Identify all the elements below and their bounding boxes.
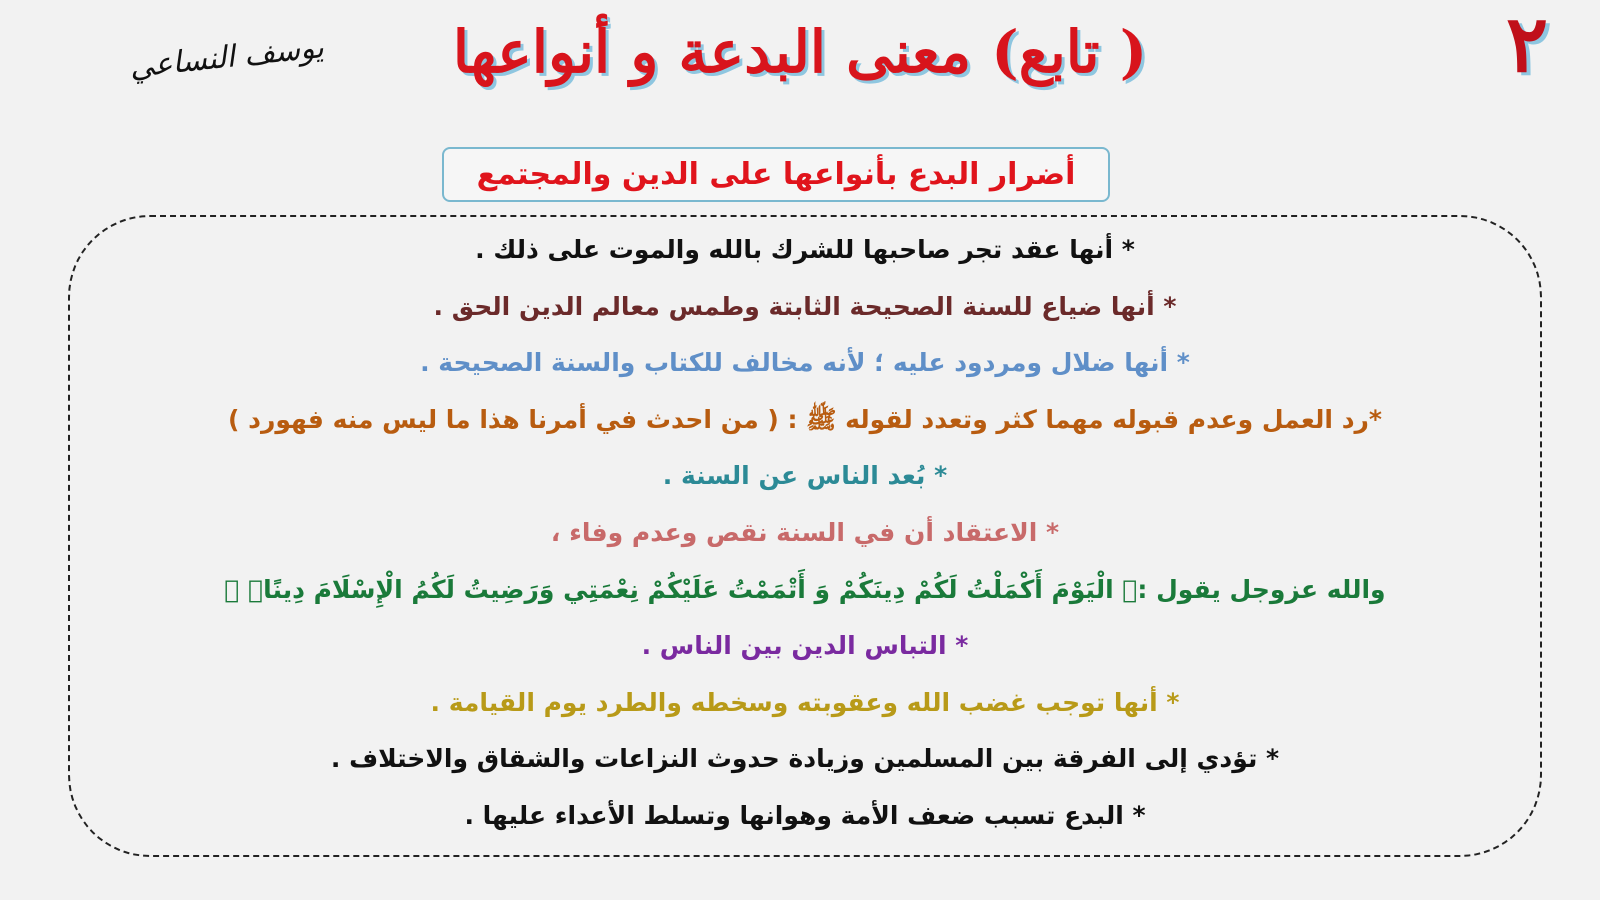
bullet-line: * التباس الدين بين الناس .	[641, 631, 969, 661]
bullet-line: * بُعد الناس عن السنة .	[662, 461, 948, 491]
bullet-line: * البدع تسبب ضعف الأمة وهوانها وتسلط الأعداء عليها .	[464, 800, 1146, 830]
slide-title: ( تابع) معنى البدعة و أنواعها	[452, 18, 1148, 86]
bullet-line: *رد العمل وعدم قبوله مهما كثر وتعدد لقوله ﷺ : ( من احدث في أمرنا هذا ما ليس منه فهورد )	[228, 404, 1382, 434]
bullet-line: * أنها توجب غضب الله وعقوبته وسخطه والطرد يوم القيامة .	[430, 687, 1180, 717]
bullet-list	[80, 222, 1530, 845]
bullet-line: * أنها ضلال ومردود عليه ؛ لأنه مخالف للكتاب والسنة الصحيحة .	[420, 348, 1190, 378]
section-heading-box	[442, 147, 1110, 202]
quran-verse-line: والله عزوجل يقول :﴿ الْيَوْمَ أَكْمَلْتُ لَكُمْ دِينَكُمْ وَ أَتْمَمْتُ عَلَيْكُمْ نِعْمَتِي وَرَضِيتُ لَكُمُ الْإِسْلَامَ دِينًاۚ ﴾	[224, 574, 1386, 604]
bullet-line: * الاعتقاد أن في السنة نقص وعدم وفاء ،	[550, 517, 1060, 547]
bullet-line: * أنها عقد تجر صاحبها للشرك بالله والموت على ذلك .	[475, 235, 1135, 264]
section-heading: أضرار البدع بأنواعها على الدين والمجتمع	[476, 157, 1076, 192]
bullet-line: * تؤدي إلى الفرقة بين المسلمين وزيادة حدوث النزاعات والشقاق والاختلاف .	[330, 744, 1280, 774]
bullet-line: * أنها ضياع للسنة الصحيحة الثابتة وطمس معالم الدين الحق .	[433, 291, 1177, 321]
page-number: ٢	[1506, 0, 1548, 90]
author-signature: يوسف النساعي	[127, 29, 326, 86]
